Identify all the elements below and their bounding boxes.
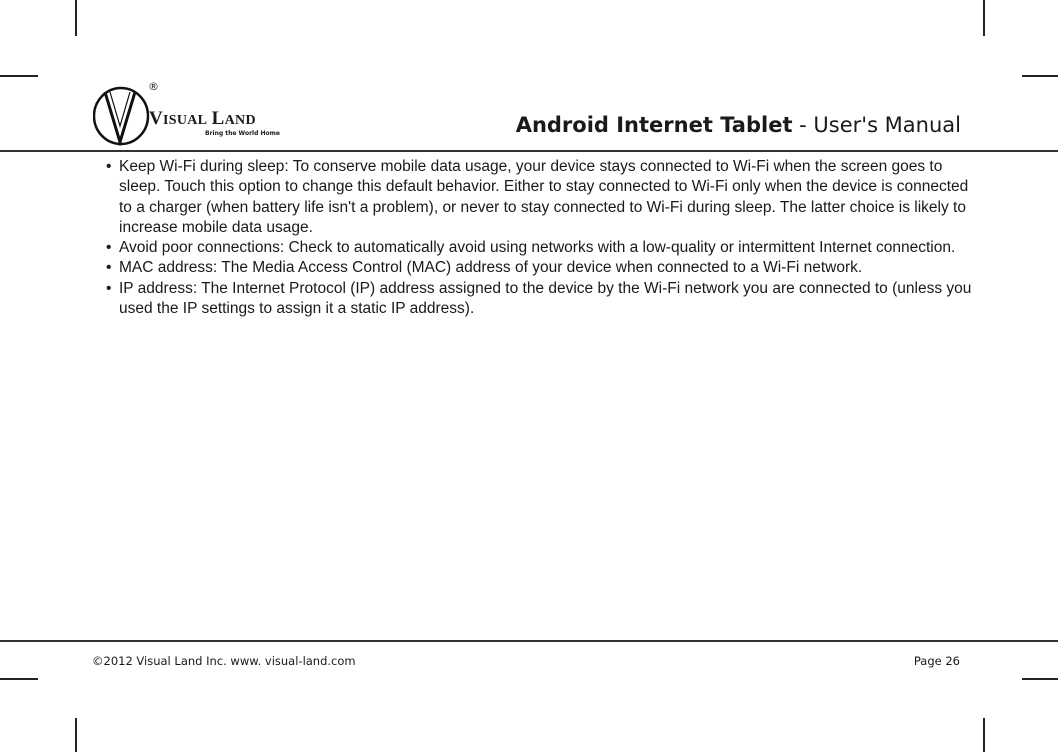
list-item-keep-wifi: • Keep Wi-Fi during sleep: To conserve mobile data usage, your device stays connected to Wi-Fi when the screen goes to sleep. Touch this option to change this default behavior. Either to stay connected to Wi-Fi only when the device is connected to a charger (when battery life isn't a problem), or never to stay connected to Wi-Fi during sleep. The latter choice is likely to increase mobile data usage. <box>106 158 969 236</box>
crop-mark-bottom-right <box>983 718 985 752</box>
brand-name: VISUAL LAND <box>149 108 256 129</box>
crop-mark-bottom-left <box>75 718 77 752</box>
crop-mark-left-top <box>0 75 38 77</box>
bullet-icon: • <box>106 259 112 277</box>
brand-tagline: Bring the World Home <box>205 130 280 137</box>
v-circle-logo-icon <box>93 86 153 146</box>
bullet-icon: • <box>106 158 112 175</box>
page-title <box>516 113 961 137</box>
list-item-avoid-poor-connections: • Avoid poor connections: Check to automatically avoid using networks with a low-quality or intermittent Internet connection. <box>100 238 980 258</box>
visual-land-logo <box>93 80 323 146</box>
crop-mark-right-bottom <box>1022 678 1058 680</box>
crop-mark-right-top <box>1022 75 1058 77</box>
product-name: Android Internet Tablet <box>515 113 793 137</box>
bullet-icon: • <box>106 279 112 297</box>
registered-mark: ® <box>148 80 159 93</box>
manual-label: - User's Manual <box>792 113 961 137</box>
crop-mark-top-left <box>75 0 77 36</box>
header-divider <box>0 150 1058 152</box>
bullet-icon: • <box>106 239 112 257</box>
list-item-ip-address: • IP address: The Internet Protocol (IP) address assigned to the device by the Wi-Fi network you are connected to (unless you used the IP settings to assign it a static IP address). <box>106 279 972 318</box>
footer-divider <box>0 640 1058 642</box>
page-number: Page 26 <box>913 654 960 668</box>
crop-mark-top-right <box>983 0 985 36</box>
crop-mark-left-bottom <box>0 678 38 680</box>
footer-copyright: ©2012 Visual Land Inc. www. visual-land.com <box>92 654 356 668</box>
list-item-mac-address: • MAC address: The Media Access Control (MAC) address of your device when connected to a Wi-Fi network. <box>100 258 980 278</box>
wifi-settings-list <box>100 157 980 319</box>
